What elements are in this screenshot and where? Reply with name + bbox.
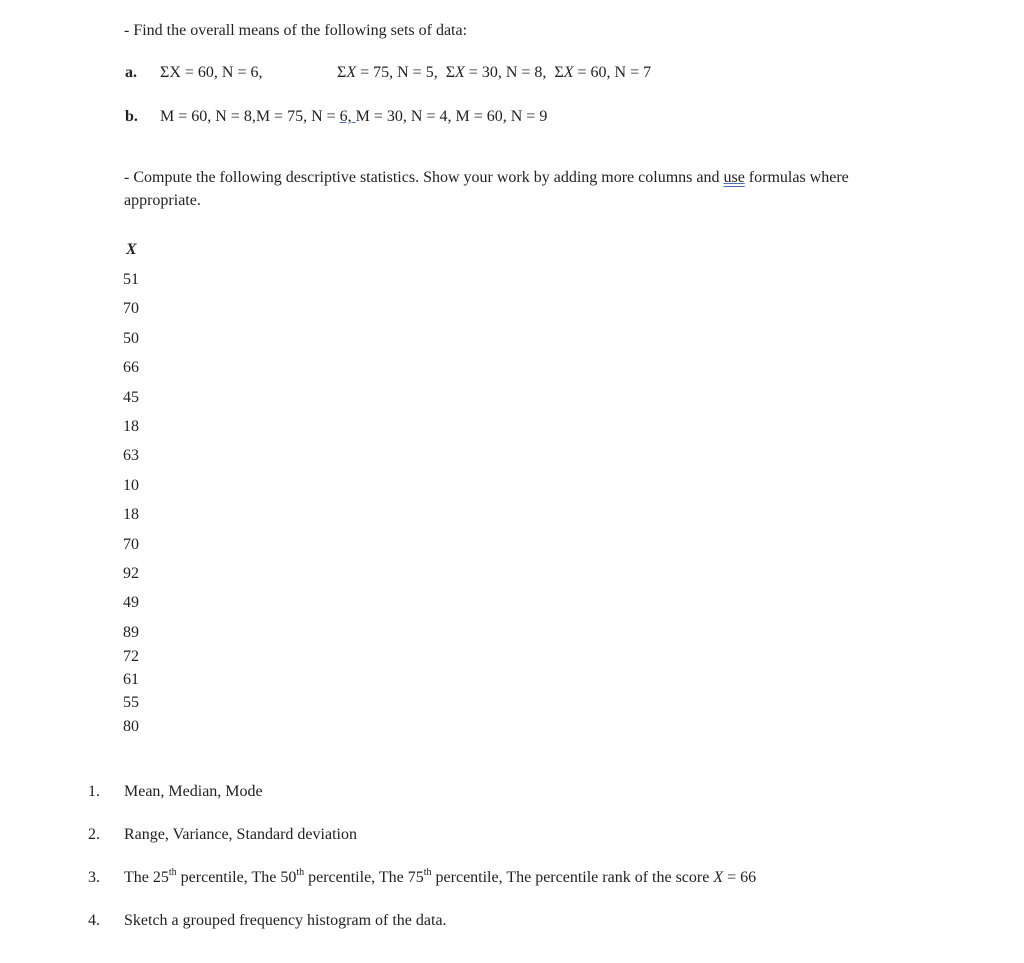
item-a-sets-rest <box>337 63 651 83</box>
data-value: 92 <box>123 565 139 582</box>
q3-part: percentile, The percentile rank of the score <box>431 869 714 886</box>
item-b-label: b. <box>125 108 138 125</box>
data-value: 66 <box>123 359 139 376</box>
data-value: 89 <box>123 624 139 641</box>
q3-part: The 25 <box>124 869 169 886</box>
question-number: 4. <box>88 912 100 929</box>
data-value: 70 <box>123 536 139 553</box>
q3-sup: th <box>168 867 177 878</box>
data-value: 55 <box>123 694 139 711</box>
item-b-part1: M = 60, N = 8,M = 75, N = <box>160 108 340 125</box>
x-variable: X <box>455 64 465 81</box>
sigma-symbol: Σ <box>554 64 564 81</box>
item-a-set1 <box>160 63 262 83</box>
find-means-heading: - Find the overall means of the following sets of data: <box>124 22 468 39</box>
data-value: 50 <box>123 330 139 347</box>
question-text: Sketch a grouped frequency histogram of the data. <box>124 912 447 929</box>
data-value: 45 <box>123 389 139 406</box>
data-value: 63 <box>123 447 139 464</box>
data-value: 18 <box>123 418 139 435</box>
compute-instructions-line1 <box>124 168 849 188</box>
q3-part: percentile, The 75 <box>304 869 424 886</box>
question-text: Mean, Median, Mode <box>124 783 263 800</box>
question-number: 3. <box>88 869 100 886</box>
item-a-set4: = 60, N = 7 <box>573 64 652 81</box>
sigma-symbol: Σ <box>337 64 347 81</box>
data-value: 10 <box>123 477 139 494</box>
compute-instructions-line2: appropriate. <box>124 192 201 209</box>
q3-sup: th <box>423 867 432 878</box>
compute-text: - Compute the following descriptive statistics. Show your work by adding more columns and <box>124 169 724 186</box>
sigma-symbol: Σ <box>445 64 456 81</box>
data-value: 80 <box>123 718 139 735</box>
question-2-text <box>124 825 357 845</box>
q3-part: percentile, The 50 <box>176 869 297 886</box>
compute-text-end: formulas where <box>744 169 849 186</box>
compute-use-word: use <box>723 169 745 186</box>
data-value: 70 <box>123 300 139 317</box>
question-1-text <box>124 782 263 802</box>
x-variable: X <box>563 64 574 81</box>
item-b-part2: 6, <box>339 108 356 125</box>
data-value: 51 <box>123 271 139 288</box>
data-value: 61 <box>123 671 139 688</box>
item-a-set3: = 30, N = 8, <box>464 64 547 81</box>
q3-x-variable: X <box>713 869 724 886</box>
data-value: 72 <box>123 648 139 665</box>
item-b-part3: M = 30, N = 4, M = 60, N = 9 <box>355 108 548 125</box>
question-4-text <box>124 911 447 931</box>
column-header-x: X <box>126 241 137 258</box>
item-b-sets <box>160 107 547 127</box>
data-value: 49 <box>123 594 139 611</box>
question-text: Range, Variance, Standard deviation <box>124 826 357 843</box>
q3-part: = 66 <box>723 869 757 886</box>
item-a-set1-text: ΣX = 60, N = 6, <box>160 64 263 81</box>
question-number: 2. <box>88 826 100 843</box>
data-value: 18 <box>123 506 139 523</box>
q3-sup: th <box>296 867 305 878</box>
question-3-text <box>124 868 756 888</box>
item-a-label: a. <box>125 64 137 81</box>
x-variable: X <box>346 64 357 81</box>
item-a-set2: = 75, N = 5, <box>356 64 438 81</box>
question-number: 1. <box>88 783 100 800</box>
